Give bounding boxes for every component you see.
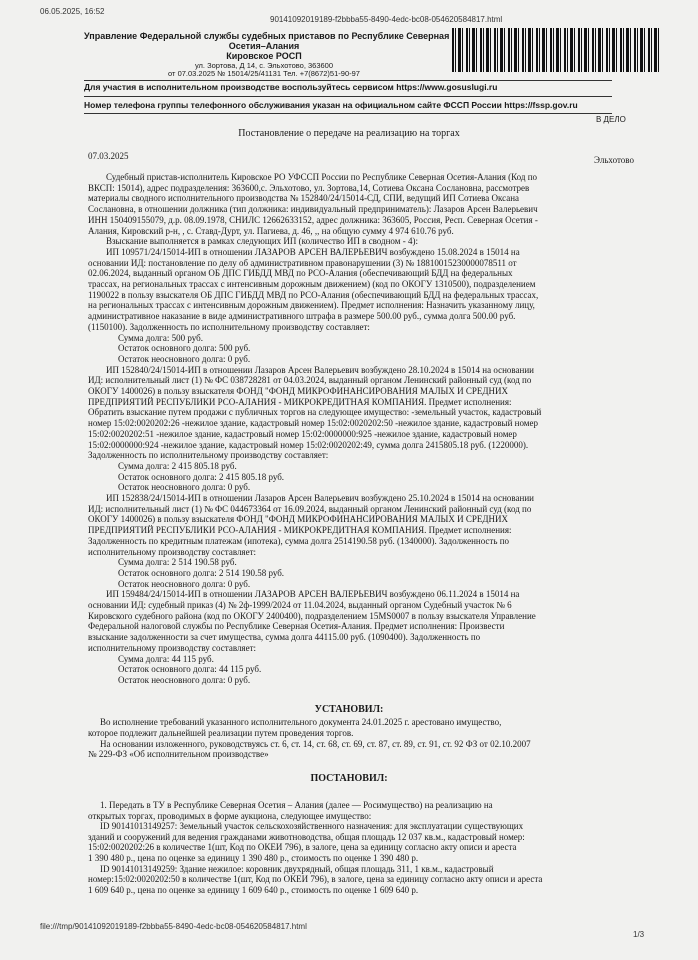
text-line: ID 90141013149259: Здание нежилое: коровник двухрядный, общая площадь 311, 1 кв.м., кадастровый: [100, 863, 494, 874]
text-line: открытых торгах, проводимых в форме аукциона, следующее имущество:: [88, 810, 372, 821]
text-line: Остаток основного долга: 500 руб.: [118, 343, 251, 354]
footer-path: file:///tmp/90141092019189-f2bbba55-8490-4edc-bc08-054620584817.html: [40, 922, 307, 931]
text-line: Остаток неосновного долга: 0 руб.: [118, 674, 251, 685]
text-line: Сумма долга: 500 руб.: [118, 332, 203, 343]
text-line: на региональных трассах с интенсивным дорожным движением). Предмет исполнения: Назначить указанному лицу,: [88, 300, 535, 311]
text-line: Взыскание выполняется в рамках следующих ИП (количество ИП в сводном - 4):: [106, 236, 418, 247]
text-line: ИП 159484/24/15014-ИП в отношении ЛАЗАРОВ АРСЕН ВАЛЕРЬЕВИЧ возбуждено 06.11.2024 в 15014 на: [106, 589, 520, 600]
rule-3: [84, 113, 612, 114]
text-line: Остаток неосновного долга: 0 руб.: [118, 482, 251, 493]
text-line: (1150100). Задолженность по исполнительному производству составляет:: [88, 321, 370, 332]
ustanovil-heading: УСТАНОВИЛ:: [314, 704, 384, 715]
text-line: взыскание задолженности за счет имущества, сумма долга 44115.00 руб. (1090400). Задолженность по: [88, 632, 481, 643]
text-line: Остаток неосновного долга: 0 руб.: [118, 578, 251, 589]
document-date: 07.03.2025: [88, 151, 129, 161]
text-line: № 229-ФЗ «Об исполнительном производстве»: [88, 749, 269, 760]
text-line: Алания, Кировский р-н, , с. Ставд-Дурт, ул. Пагиева, д. 46, ,, на общую сумму 4 974 610.76 руб.: [88, 225, 454, 236]
text-line: материалы сводного исполнительного производства № 152840/24/15014-СД, СПИ, ведущий ИП Сотиева Оксана: [88, 193, 520, 204]
text-line: 15:02:0020202:26 в количестве 1(шт, Код по ОКЕИ 796), в залоге, цена за единицу согласно акту описи и ареста: [88, 842, 517, 853]
text-line: исполнительному производству составляет:: [88, 642, 257, 653]
document-place: Эльхотово: [594, 155, 634, 165]
fssp-note: Номер телефона группы телефонного обслуживания указан на официальном сайте ФССП России https://fssp.gov.ru: [84, 100, 578, 110]
text-line: 1190022 в пользу взыскателя ОБ ДПС ГИБДД МВД по РСО-Алания (обеспечивающий БДД на федеральных трассах,: [88, 289, 539, 300]
text-line: 1. Передать в ТУ в Республике Северная Осетия – Алания (далее — Росимущество) на реализацию на: [100, 800, 493, 810]
text-line: основании ИД: постановление по делу об административном правонарушении (3) № 18810015230000078511 от: [88, 257, 517, 268]
text-line: ID 90141013149257: Земельный участок сельскохозяйственного назначения: для эксплуатации существующих: [100, 821, 524, 832]
text-line: зданий и сооружений для ведения гражданами животноводства, общая площадь 12 037 кв.м., кадастровый номер:: [88, 831, 525, 842]
text-line: ВКСП: 15014), адрес подразделения: 363600,с. Эльхотово, ул. Зортова,14, Сотиева Оксана Сослановна, рассмотрев: [88, 182, 530, 193]
text-line: которое подлежит дальнейшей реализации путем проведения торгов.: [88, 727, 354, 738]
footer-page: 1/3: [633, 930, 645, 939]
text-line: ИД: исполнительный лист (1) № ФС 038728281 от 04.03.2024, выданный органом Ленинский районный суд (код по: [88, 375, 532, 386]
text-line: Остаток основного долга: 2 415 805.18 руб.: [118, 471, 285, 482]
text-line: Обратить взыскание путем продажи с публичных торгов на следующее имущество: -земельный участок, кадастровый: [88, 407, 542, 418]
text-line: 15:02:0000000:924 -нежилое здание, кадастровый номер 15:02:0020202:49, сумма долга 2415805.18 руб. (1220000).: [88, 439, 529, 450]
text-line: 02.06.2024, выданный органом ОБ ДПС ГИБДД МВД по РСО-Алания (обеспечивающий БДД на федеральных: [88, 268, 513, 279]
text-line: административное наказание в виде административного штрафа в размере 500.00 руб., сумма долга 500.00 руб.: [88, 311, 516, 322]
text-line: Остаток неосновного долга: 0 руб.: [118, 353, 251, 364]
text-line: трассах, на региональных трассах с интенсивным дорожным движением) (код по ОКОГУ 1310500), подразделением: [88, 279, 536, 289]
text-line: Задолженность по кредитным платежам (ипотека), сумма долга 2514190.58 руб. (1340000). Задолженность по: [88, 535, 510, 546]
org-address: ул. Зортова, Д 14, с. Эльхотово, 363600: [194, 61, 334, 70]
text-line: Сослановна, в отношении должника (тип должника: индивидуальный предприниматель): Лазаров Арсен Валерьевич: [88, 204, 538, 215]
text-line: 15:02:0020202:51 -нежилое здание, кадастровый номер 15:02:0000000:925 -нежилое здание, кадастровый номер: [88, 428, 517, 439]
text-line: ИД: исполнительный лист (1) № ФС 044673364 от 16.09.2024, выданный органом Ленинский районный суд (код по: [88, 503, 532, 514]
text-line: номер 15:02:0020202:26 -нежилое здание, кадастровый номер 15:02:0020202:50 -нежилое здание, кадастровый номер: [88, 418, 538, 429]
text-line: Сумма долга: 44 115 руб.: [118, 653, 214, 664]
text-line: 1 609 640 р., цена по оценке за единицу 1 609 640 р., стоимость по оценке 1 609 640 р.: [88, 884, 419, 895]
text-line: ОКОГУ 1400026) в пользу взыскателя ФОНД "ФОНД МИКРОФИНАНСИРОВАНИЯ МАЛЫХ И СРЕДНИХ: [88, 386, 509, 396]
postanovil-heading: ПОСТАНОВИЛ:: [310, 773, 388, 784]
barcode: [452, 28, 660, 72]
document-title: Постановление о передаче на реализацию на торгах: [238, 128, 460, 139]
print-doc-title: 90141092019189-f2bbba55-8490-4edc-bc08-054620584817.html: [270, 15, 503, 24]
rule-1: [84, 80, 612, 81]
text-line: ИП 109571/24/15014-ИП в отношении ЛАЗАРОВ АРСЕН ВАЛЕРЬЕВИЧ возбуждено 15.08.2024 в 15014 на: [106, 246, 520, 257]
text-line: На основании изложенного, руководствуясь ст. 6, ст. 14, ст. 68, ст. 69, ст. 87, ст. 89, ст. 91, ст. 92 ФЗ от 02.10.2007: [100, 738, 531, 749]
print-datetime: 06.05.2025, 16:52: [40, 7, 105, 16]
stamp: В ДЕЛО: [596, 115, 626, 124]
org-line-2: Осетия–Алания: [228, 41, 300, 51]
org-line-1: Управление Федеральной службы судебных приставов по Республике Северная: [84, 31, 450, 41]
text-line: Во исполнение требований указанного исполнительного документа 24.01.2025 г. арестовано имущество,: [100, 717, 502, 727]
text-line: основании ИД: судебный приказ (4) № 2ф-1999/2024 от 11.04.2024, выданный органом Судебный участок № 6: [88, 600, 512, 610]
org-ref: от 07.03.2025 № 15014/25/41131 Тел. +7(8672)51-90-97: [168, 69, 360, 78]
text-line: ПРЕДПРИЯТИЙ РЕСПУБЛИКИ РСО-АЛАНИЯ - МИКРОКРЕДИТНАЯ КОМПАНИЯ. Предмет исполнения:: [88, 525, 512, 536]
org-line-3: Кировское РОСП: [226, 51, 302, 61]
gosuslugi-note: Для участия в исполнительном производстве воспользуйтесь сервисом https://www.gosuslugi.ru: [84, 82, 498, 92]
text-line: исполнительному производству составляет:: [88, 546, 257, 557]
text-line: Остаток основного долга: 44 115 руб.: [118, 664, 262, 675]
text-line: ОКОГУ 1400026) в пользу взыскателя ФОНД "ФОНД МИКРОФИНАНСИРОВАНИЯ МАЛЫХ И СРЕДНИХ: [88, 514, 509, 525]
text-line: Сумма долга: 2 415 805.18 руб.: [118, 460, 237, 471]
text-line: Судебный пристав-исполнитель Кировское РО УФССП России по Республике Северная Осетия-Алания (Код по: [106, 172, 538, 182]
text-line: Задолженность по исполнительному производству составляет:: [88, 450, 329, 461]
text-line: Федеральной налоговой службы по Республике Северная Осетия-Алания. Предмет исполнения: Произвести: [88, 621, 505, 632]
text-line: ИП 152840/24/15014-ИП в отношении Лазаров Арсен Валерьевич возбуждено 28.10.2024 в 15014 на основании: [106, 364, 534, 375]
text-line: Сумма долга: 2 514 190.58 руб.: [118, 557, 237, 568]
text-line: Кировского судебного района (код по ОКОГУ 2400400), подразделением 15МS0007 в пользу взыскателя Управление: [88, 610, 536, 621]
text-line: 1 390 480 р., цена по оценке за единицу 1 390 480 р., стоимость по оценке 1 390 480 р.: [88, 853, 419, 863]
text-line: номер:15:02:0020202:50 в количестве 1(шт, Код по ОКЕИ 796), в залоге, цена за единицу согласно акту описи и ареста: [88, 874, 543, 885]
text-line: ИП 152838/24/15014-ИП в отношении Лазаров Арсен Валерьевич возбуждено 25.10.2024 в 15014 на основании: [106, 493, 534, 503]
text-line: Остаток основного долга: 2 514 190.58 руб.: [118, 567, 285, 578]
text-line: ИНН 150409155079, д.р. 08.09.1978, СНИЛС 12662633152, адрес должника: 363605, Россия, Респ. Северная Осетия -: [88, 214, 538, 225]
rule-2: [84, 96, 612, 97]
text-line: ПРЕДПРИЯТИЙ РЕСПУБЛИКИ РСО-АЛАНИЯ - МИКРОКРЕДИТНАЯ КОМПАНИЯ. Предмет исполнения:: [88, 396, 512, 407]
